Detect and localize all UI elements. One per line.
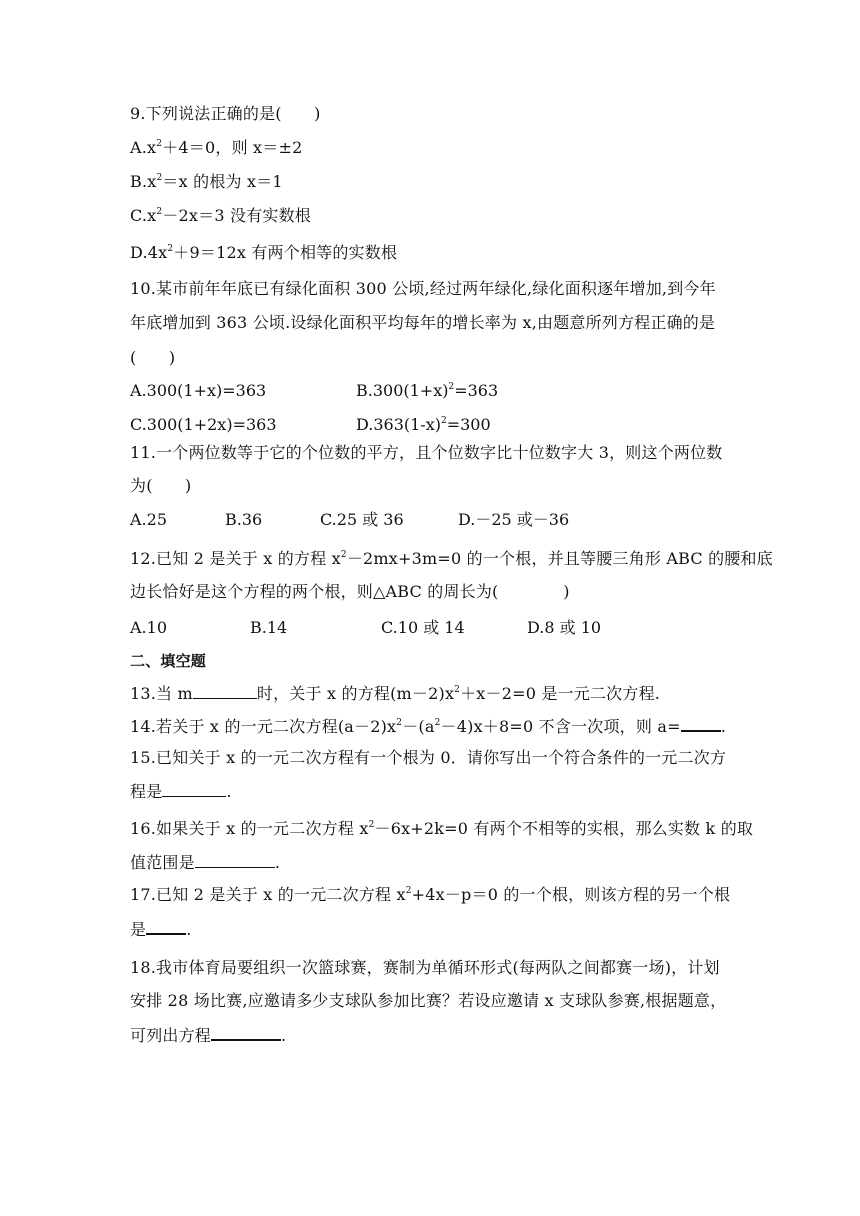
- q16-answer-blank[interactable]: [195, 852, 275, 868]
- q18-line-2: 安排 28 场比赛,应邀请多少支球队参加比赛？若设应邀请 x 支球队参赛,根据题意，: [130, 991, 727, 1010]
- q17-line-1: 17.已知 2 是关于 x 的一元二次方程 $x^2+4x-p=0$ 的一个根，则该方程的另一个根: [130, 885, 731, 904]
- q12-option-d: D.8 或 10: [527, 618, 602, 637]
- q10-line-1: 10.某市前年年底已有绿化面积 300 公顷,经过两年绿化,绿化面积逐年增加,到今年: [130, 279, 716, 298]
- q12-line-1: 12.已知 2 是关于 x 的方程 $x^2-2mx+3m=0$ 的一个根，并且等腰三角形 ABC 的腰和底: [130, 549, 773, 568]
- q14-line: 14.若关于 x 的一元二次方程$(a-2)x^2-(a^2-4)x+8=0$ 不含一次项，则 a= .: [130, 717, 726, 736]
- q10-line-3: ( ): [130, 348, 176, 367]
- q11-line-2: 为( ): [130, 476, 192, 495]
- q13-answer-blank[interactable]: [193, 683, 257, 699]
- q17-line-2: 是 .: [130, 920, 192, 939]
- q12-option-c: C.10 或 14: [381, 618, 465, 637]
- q9-option-c: $C.x^2-2x=3$ 没有实数根: [130, 206, 311, 225]
- q11-line-1: 11.一个两位数等于它的个位数的平方，且个位数字比十位数字大 3，则这个两位数: [130, 443, 723, 462]
- q10-option-b: $B.300(1+x)^2=363$: [356, 381, 499, 400]
- q17-answer-blank[interactable]: [146, 918, 186, 935]
- q12-line-2: 边长恰好是这个方程的两个根，则△ABC 的周长为( ): [130, 582, 570, 601]
- q18-line-1: 18.我市体育局要组织一次篮球赛，赛制为单循环形式(每两队之间都赛一场)，计划: [130, 958, 720, 977]
- q10-option-c: C.300(1+2x)=363: [130, 415, 277, 434]
- q12-option-a: A.10: [130, 618, 167, 637]
- q9-option-a: $A.x^2+4=0$，则 x＝±2: [130, 138, 303, 157]
- q16-line-2: 值范围是 .: [130, 853, 281, 872]
- q11-option-a: A.25: [130, 510, 167, 529]
- q9-option-d: $D.4x^2+9=12x$ 有两个相等的实数根: [130, 243, 398, 262]
- q12-option-b: B.14: [250, 618, 288, 637]
- q9-option-b: $B.x^2=x$ 的根为 x＝1: [130, 172, 283, 191]
- q9-stem: 9.下列说法正确的是( ): [130, 104, 321, 123]
- q11-option-b: B.36: [225, 510, 263, 529]
- q11-option-c: C.25 或 36: [320, 510, 404, 529]
- q15-line-2: 程是 .: [130, 782, 232, 801]
- q11-option-d: D.－25 或－36: [458, 510, 570, 529]
- section-heading-fill-in: 二、填空题: [130, 652, 207, 670]
- q18-answer-blank[interactable]: [211, 1024, 281, 1041]
- q10-option-d: $D.363(1-x)^2=300$: [356, 415, 491, 434]
- q16-line-1: 16.如果关于 x 的一元二次方程 $x^2-6x+2k=0$ 有两个不相等的实根，那么实数 k 的取: [130, 819, 754, 838]
- q15-line-1: 15.已知关于 x 的一元二次方程有一个根为 0．请你写出一个符合条件的一元二次方: [130, 748, 727, 767]
- q13-line: 13.当 m 时，关于 x 的方程$(m-2)x^2+x-2=0$ 是一元二次方程.: [130, 684, 661, 703]
- q10-line-2: 年底增加到 363 公顷.设绿化面积平均每年的增长率为 x,由题意所列方程正确的是: [130, 313, 716, 332]
- q10-option-a: A.300(1+x)=363: [130, 381, 267, 400]
- q14-answer-blank[interactable]: [681, 715, 721, 732]
- q18-line-3: 可列出方程 .: [130, 1026, 287, 1045]
- q15-answer-blank[interactable]: [162, 781, 226, 797]
